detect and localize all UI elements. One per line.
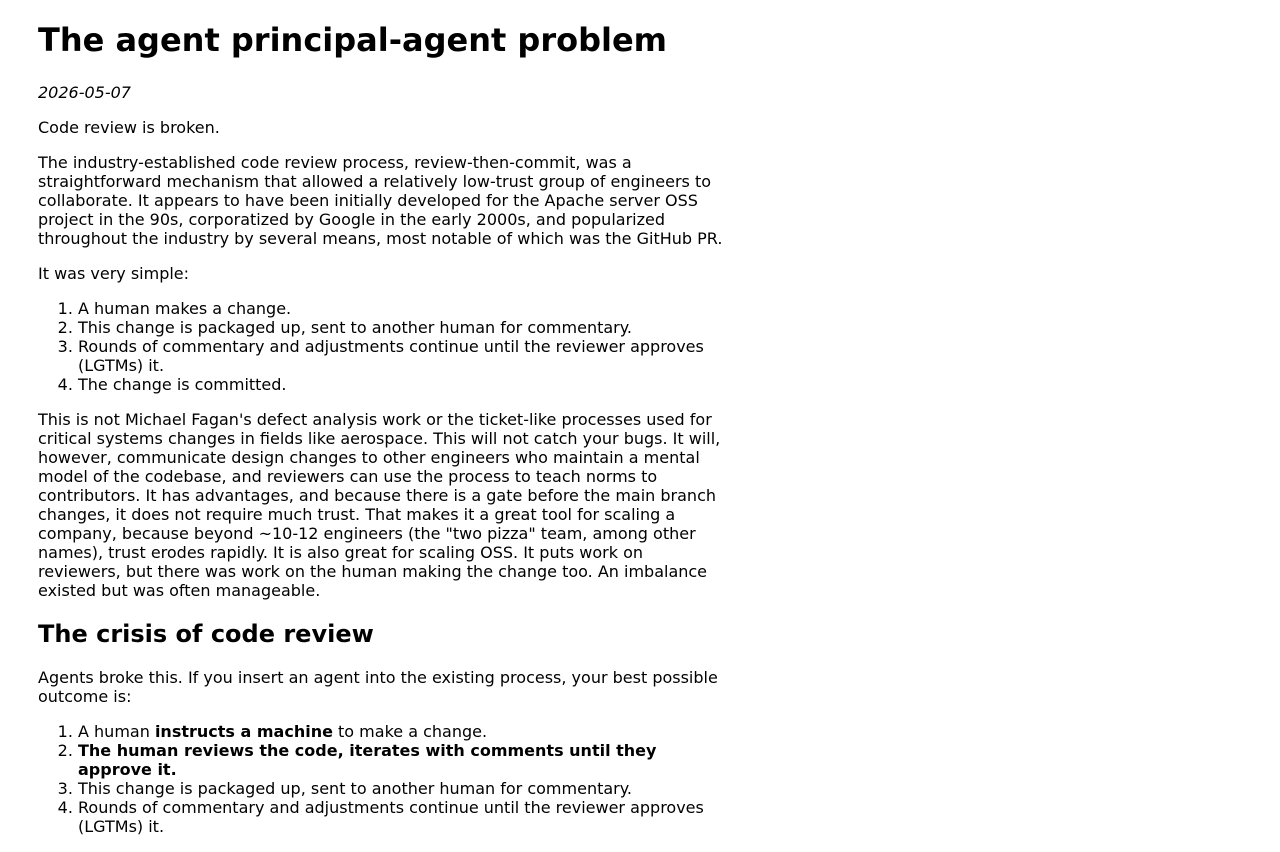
section-heading-crisis: The crisis of code review [38, 620, 374, 648]
list-item [78, 741, 728, 779]
list-item: 3. This change is packaged up, sent to another human for commentary. [78, 779, 728, 798]
list-item: 2. This change is packaged up, sent to another human for commentary. [78, 318, 728, 337]
article [38, 0, 728, 852]
list-item-text: A human [78, 722, 155, 741]
paragraph-fagan: This is not Michael Fagan's defect analysis work or the ticket-like processes used for critical systems changes in fields like aerospace. This will not catch your bugs. It will, however, communicate design changes to other engineers who maintain a mental model of the codebase, and reviewers can use the process to teach norms to contributors. It has advantages, and because there is a gate before the main branch changes, it does not require much trust. That makes it a great tool for scaling a company, because beyond ~10-12 engineers (the "two pizza" team, among other names), trust erodes rapidly. It is also great for scaling OSS. It puts work on reviewers, but there was work on the human making the change too. An imbalance existed but was often manageable. [38, 410, 721, 600]
list-item: 4. The change is committed. [78, 375, 728, 394]
paragraph-agents: Agents broke this. If you insert an agent into the existing process, your best possible outcome is: [38, 668, 718, 706]
list-item-emphasis: instructs a machine [154, 722, 333, 741]
paragraph-intro: Code review is broken. [38, 118, 220, 137]
list-item: 4. Rounds of commentary and adjustments continue until the reviewer approves (LGTMs) it. [78, 798, 728, 836]
paragraph-history: The industry-established code review process, review-then-commit, was a straightforward mechanism that allowed a relatively low-trust group of engineers to collaborate. It appears to have been initially developed for the Apache server OSS project in the 90s, corporatized by Google in the early 2000s, and popularized throughout the industry by several means, most notable of which was the GitHub PR. [38, 153, 723, 248]
page-title: The agent principal-agent problem [38, 21, 668, 59]
list-item: 3. Rounds of commentary and adjustments continue until the reviewer approves (LGTMs) it. [78, 337, 728, 375]
agent-process-list [38, 722, 728, 836]
paragraph-simple: It was very simple: [38, 264, 190, 283]
list-item [78, 722, 728, 741]
list-item-emphasis: The human reviews the code, iterates with comments until they approve it. [78, 741, 657, 779]
list-item: 1. A human makes a change. [78, 299, 728, 318]
process-list [38, 299, 728, 394]
list-item-text: to make a change. [332, 722, 488, 741]
post-date: 2026-05-07 [38, 83, 131, 102]
